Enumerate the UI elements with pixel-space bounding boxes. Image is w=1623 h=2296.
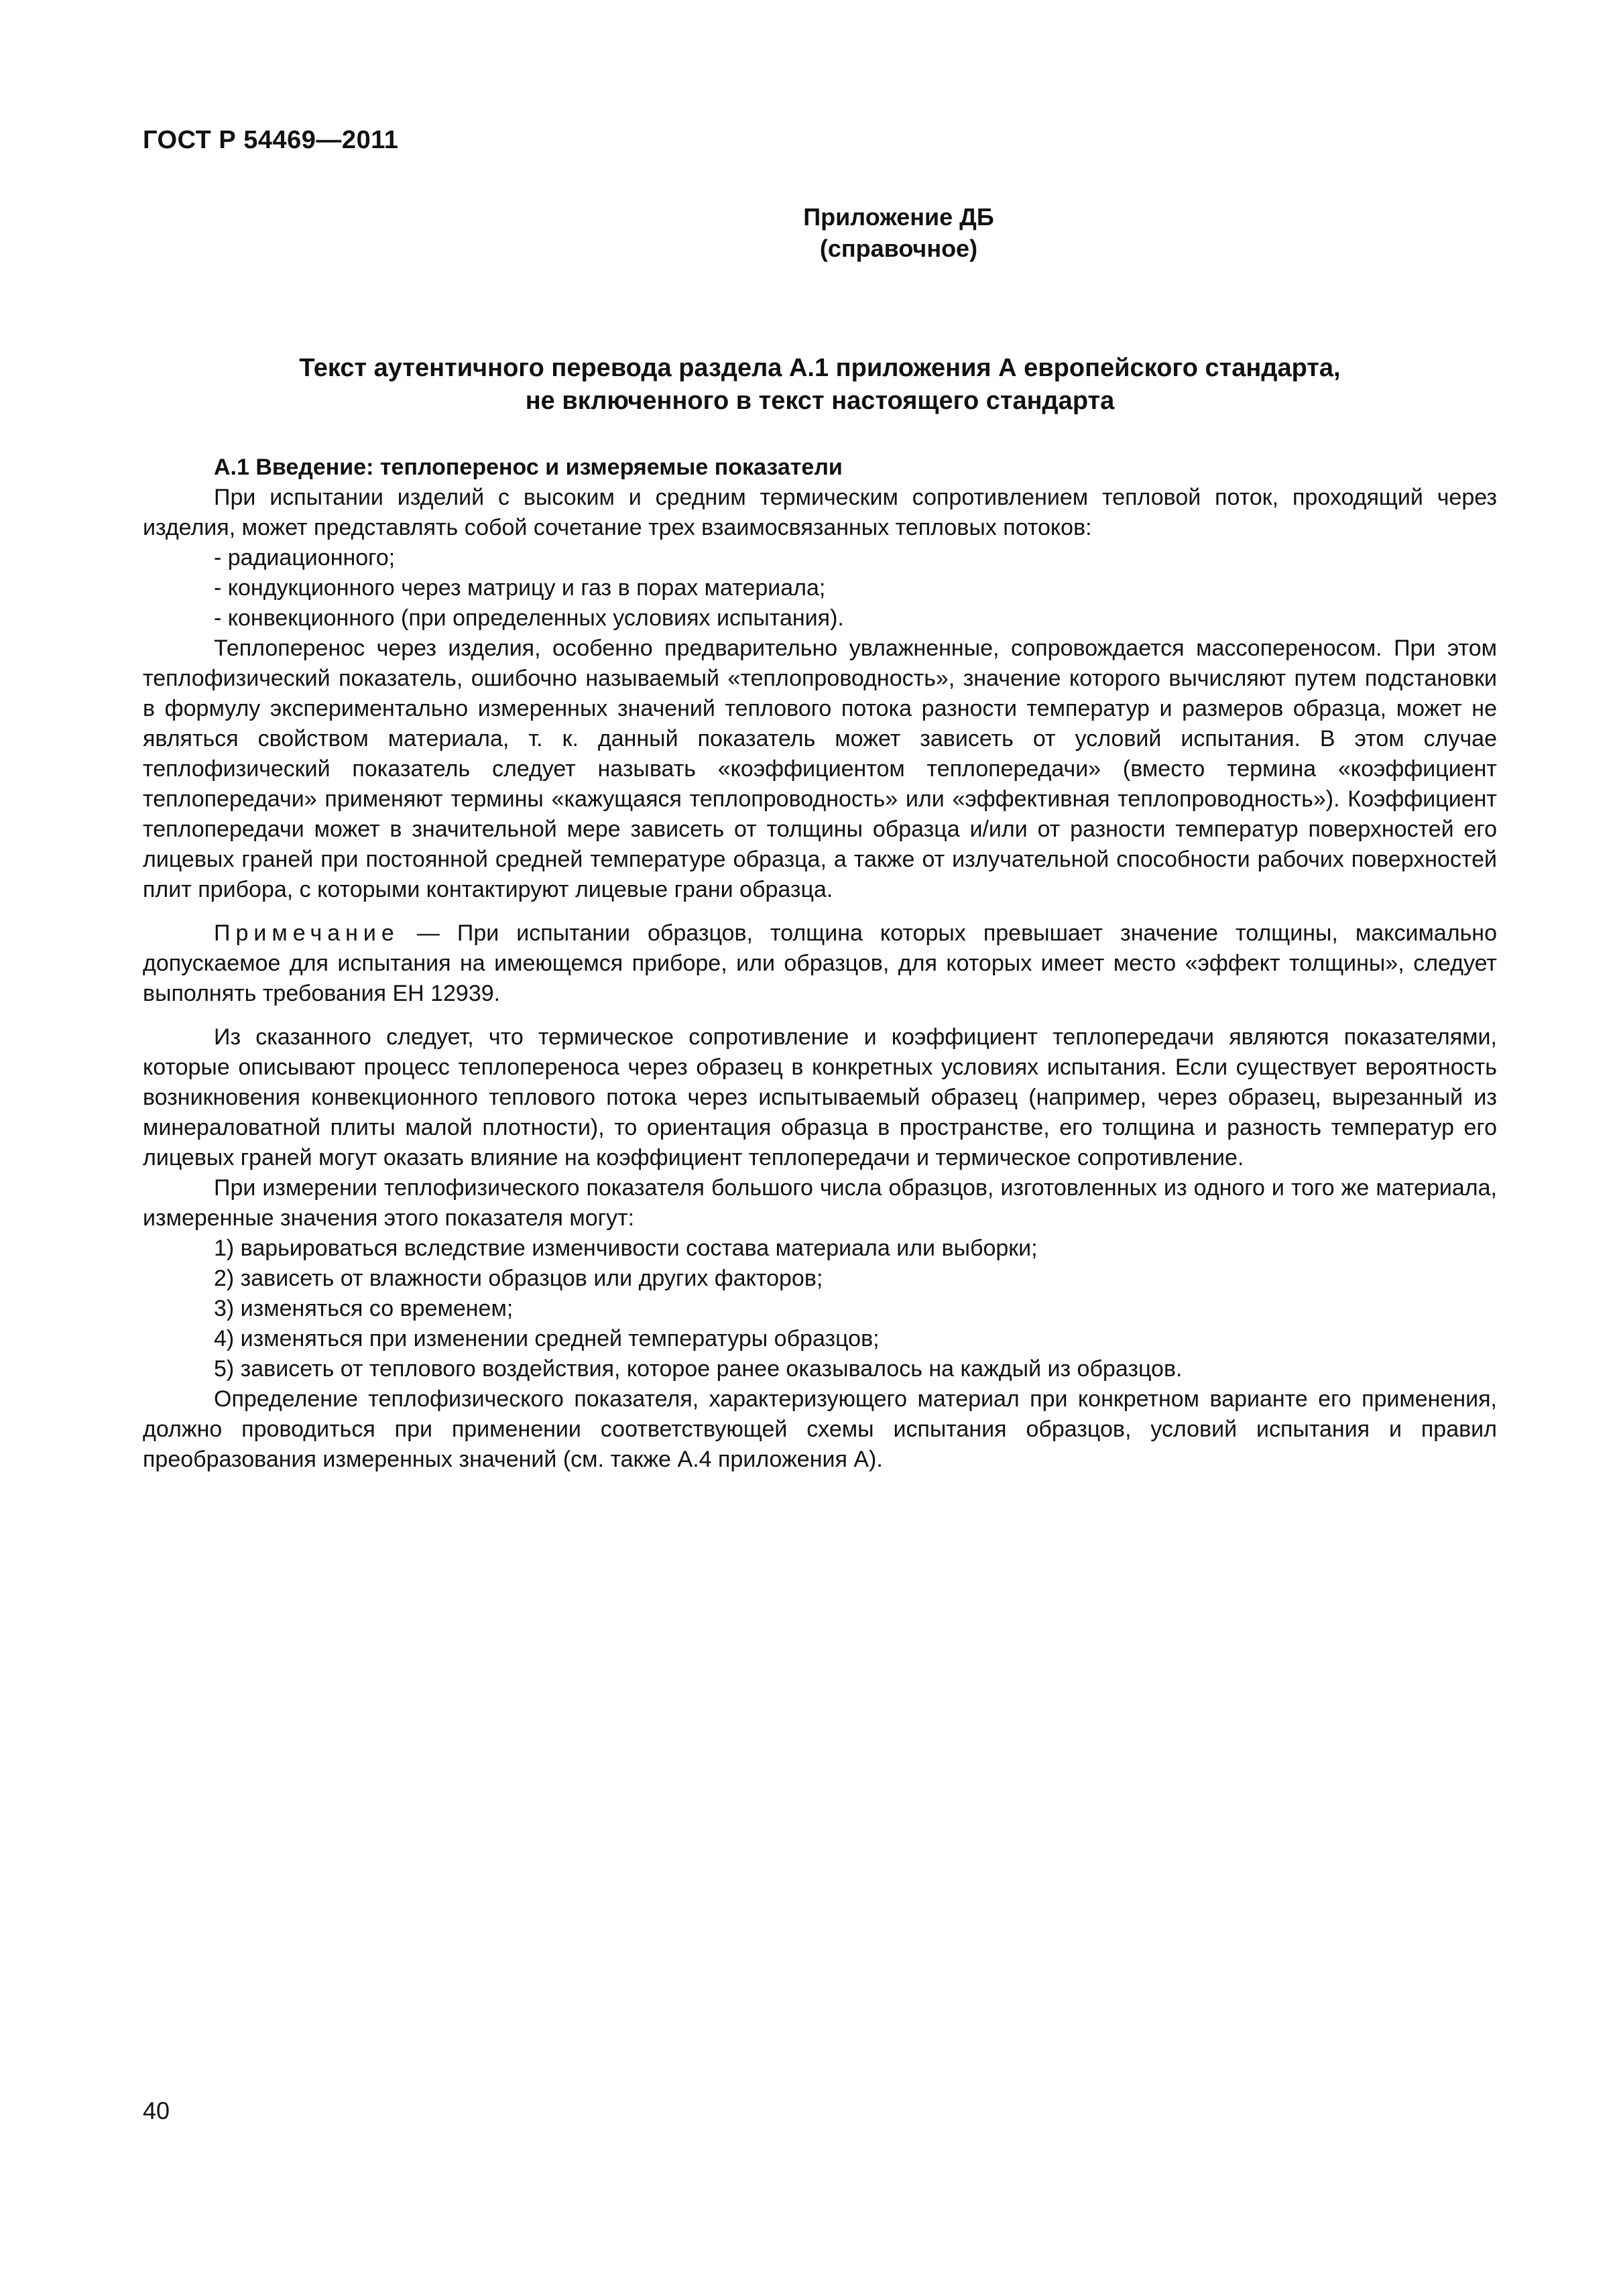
document-title [143,352,1497,418]
note-paragraph [143,918,1497,1009]
body-paragraph: Из сказанного следует, что термическое сопротивление и коэффициент теплопередачи являются показателями, которые описывают процесс теплопереноса через образец в конкретных условиях испытания. Если существует вероятность возникновения конвекционного теплового потока через испытываемый образец (например, через образец, вырезанный из минераловатной плиты малой плотности), то ориентация образца в пространстве, его толщина и разность температур его лицевых граней могут оказать влияние на коэффициент теплопередачи и термическое сопротивление. [143,1024,1497,1170]
appendix-block [0,201,1623,264]
measurement-list [143,1233,1497,1384]
body-paragraph: При измерении теплофизического показателя большого числа образцов, изготовленных из одного и того же материала, измеренные значения этого показателя могут: [143,1175,1497,1231]
intro-paragraph: При испытании изделий с высоким и средним термическим сопротивлением тепловой поток, проходящий через изделия, может представлять собой сочетание трех взаимосвязанных тепловых потоков: [143,485,1497,540]
page-number: 40 [143,2097,170,2124]
list-item: - радиационного; [214,545,396,570]
title-line-1: Текст аутентичного перевода раздела А.1 приложения А европейского стандарта, [299,354,1341,382]
section-heading: А.1 Введение: теплоперенос и измеряемые показатели [214,455,843,480]
body-paragraph: Определение теплофизического показателя, характеризующего материал при конкретном варианте его применения, должно проводиться при применении соответствующей схемы испытания образцов, условий испытания и правил преобразования измеренных значений (см. также А.4 приложения А). [143,1386,1497,1472]
list-item: - конвекционного (при определенных условиях испытания). [214,605,844,631]
appendix-label: Приложение ДБ [803,203,994,231]
standard-code: ГОСТ Р 54469—2011 [143,126,399,154]
note-label: Примечание [214,920,400,946]
list-item: 2) зависеть от влажности образцов или других факторов; [214,1266,823,1291]
section-body [143,452,1497,1475]
list-item: - кондукционного через матрицу и газ в порах материала; [214,575,826,601]
title-line-2: не включенного в текст настоящего стандарта [525,387,1115,415]
list-item: 1) варьироваться вследствие изменчивости состава материала или выборки; [214,1235,1038,1261]
appendix-type: (справочное) [819,235,978,262]
heat-flow-list [143,543,1497,633]
note-text: — При испытании образцов, толщина которых превышает значение толщины, максимально допускаемое для испытания на имеющемся приборе, или образцов, для которых имеет место «эффект толщины», следует выполнять требования ЕН 12939. [143,920,1497,1006]
list-item: 3) изменяться со временем; [214,1296,514,1321]
list-item: 4) изменяться при изменении средней температуры образцов; [214,1326,880,1351]
body-paragraph: Теплоперенос через изделия, особенно предварительно увлажненные, сопровождается массопереносом. При этом теплофизический показатель, ошибочно называемый «теплопроводность», значение которого вычисляют путем подстановки в формулу экспериментально измеренных значений теплового потока разности температур и размеров образца, может не являться свойством материала, т. к. данный показатель может зависеть от условий испытания. В этом случае теплофизический показатель следует называть «коэффициентом теплопередачи» (вместо термина «коэффициент теплопередачи» применяют термины «кажущаяся теплопроводность» или «эффективная теплопроводность»). Коэффициент теплопередачи может в значительной мере зависеть от толщины образца и/или от разности температур поверхностей его лицевых граней при постоянной средней температуре образца, а также от излучательной способности рабочих поверхностей плит прибора, с которыми контактируют лицевые грани образца. [143,636,1497,902]
list-item: 5) зависеть от теплового воздействия, которое ранее оказывалось на каждый из образцов. [214,1356,1183,1382]
